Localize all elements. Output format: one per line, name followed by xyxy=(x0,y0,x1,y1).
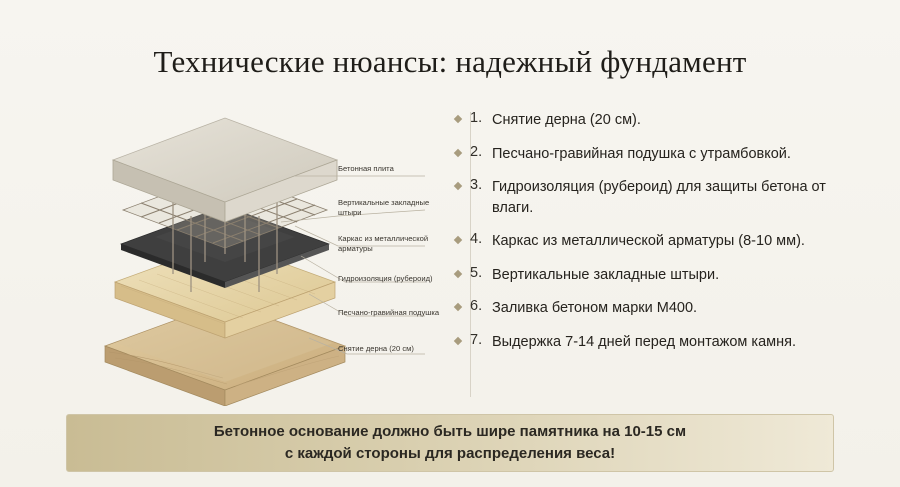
banner-text xyxy=(214,421,686,465)
list-item-number: 6. xyxy=(470,298,483,315)
list-item-number: 7. xyxy=(470,332,483,349)
diamond-bullet-icon xyxy=(454,115,462,123)
callout-sand-gravel: Песчано-гравийная подушка xyxy=(338,308,440,317)
diamond-bullet-icon xyxy=(454,303,462,311)
list-item xyxy=(470,231,870,252)
list-item xyxy=(470,110,870,131)
callout-concrete-slab: Бетонная плита xyxy=(338,164,394,173)
callout-vertical-pins: Вертикальные закладные штыри xyxy=(338,198,430,218)
page-title: Технические нюансы: надежный фундамент xyxy=(153,44,747,79)
diamond-bullet-icon xyxy=(454,182,462,190)
banner-line-2: с каждой стороны для распределения веса! xyxy=(284,445,616,462)
list-item-text: Гидроизоляция (рубероид) для защиты бетона от влаги. xyxy=(492,179,826,216)
list-item xyxy=(470,298,870,319)
callout-rebar-frame: Каркас из металлической арматуры xyxy=(338,234,429,254)
list-item-text: Каркас из металлической арматуры (8-10 мм). xyxy=(492,233,805,250)
diamond-bullet-icon xyxy=(454,270,462,278)
list-item-text: Песчано-гравийная подушка с утрамбовкой. xyxy=(492,145,791,162)
callout-waterproofing: Гидроизоляция (рубероид) xyxy=(338,274,433,283)
list-item xyxy=(470,332,870,353)
list-item-text: Снятие дерна (20 см). xyxy=(492,112,641,128)
diamond-bullet-icon xyxy=(454,236,462,244)
list-item xyxy=(470,177,870,218)
highlight-banner xyxy=(66,414,834,472)
diamond-bullet-icon xyxy=(454,337,462,345)
list-item-number: 4. xyxy=(470,231,483,248)
banner-line-1: Бетонное основание должно быть шире памятника на 10-15 см xyxy=(213,423,687,441)
list-item-text: Заливка бетоном марки М400. xyxy=(492,300,698,317)
diamond-bullet-icon xyxy=(454,148,462,156)
list-item-number: 1. xyxy=(470,110,483,126)
list-item-number: 2. xyxy=(470,143,483,160)
callout-turf-removal: Снятие дерна (20 см) xyxy=(338,344,414,353)
list-item-text: Вертикальные закладные штыри. xyxy=(492,266,720,283)
list-item xyxy=(470,265,870,286)
list-item-number: 5. xyxy=(470,264,483,281)
steps-list xyxy=(470,110,870,366)
diagram-callouts xyxy=(338,106,448,406)
list-item-text: Выдержка 7-14 дней перед монтажом камня. xyxy=(492,334,796,351)
list-item xyxy=(470,144,870,165)
list-item-number: 3. xyxy=(470,177,483,194)
